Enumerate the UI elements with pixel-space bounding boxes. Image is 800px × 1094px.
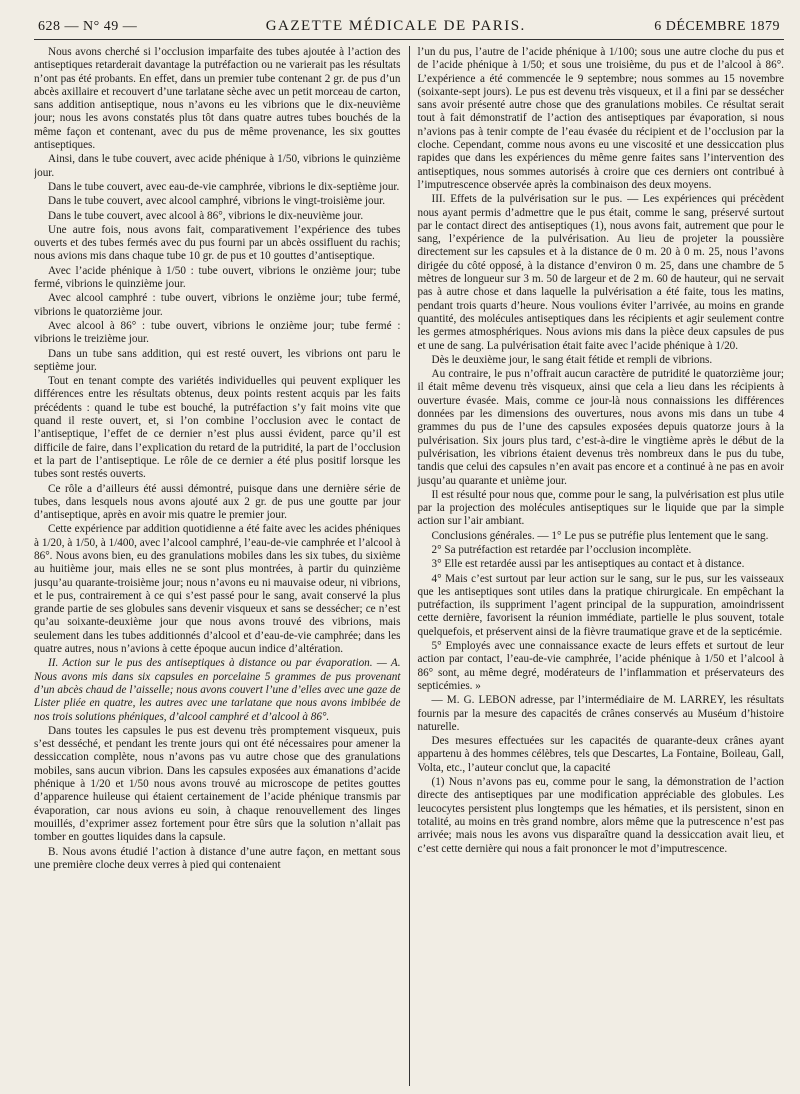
paragraph: 4° Mais c’est surtout par leur action sur le sang, sur le pus, sur les vaisseaux que les antiseptiques sont utiles dans la pratique chirurgicale. En empêchant la putréfaction, ils suppriment l’agent principal de la suppuration, amoindrissent cette dernière, favorisent la réunion immédiate, partielle le plus souvent, totale quelquefois, et préservent ainsi de la fièvre traumatique grave et de la septicémie. — [417, 572, 784, 638]
paragraph: 3° Elle est retardée aussi par les antiseptiques au contact et à distance. — [431, 558, 745, 571]
journal-title: GAZETTE MÉDICALE DE PARIS. — [265, 18, 526, 34]
paragraph: Dans le tube couvert, avec alcool à 86°, vibrions le dix-neuvième jour. — [48, 209, 364, 222]
paragraph: Dans le tube couvert, avec eau-de-vie camphrée, vibrions le dix-septième jour. — [48, 180, 400, 193]
paragraph: Dans le tube couvert, avec alcool camphré, vibrions le vingt-troisième jour. — [48, 195, 386, 208]
section-heading-paragraph: II. Action sur le pus des antiseptiques à distance ou par évaporation. — A. Nous avons mis dans six capsules en porcelaine 5 grammes de pus provenant d’un abcès chaud de l’aisselle; nous avons couvert l’une d’elles avec une gaze de Lister pliée en quatre, les autres avec une tarlatane que nous avons imbibée de nos trois solutions phéniques, d’alcool camphré et d’alcool à 86°. — [34, 657, 401, 723]
paragraph: Des mesures effectuées sur les capacités de quarante-deux crânes ayant appartenu à des hommes célèbres, tels que Descartes, La Fontaine, Boileau, Gall, Volta, etc., l’auteur conclut que, la capacité — [417, 735, 784, 774]
paragraph: B. Nous avons étudié l’action à distance d’une autre façon, en mettant sous une première cloche deux verres à pied qui contenaient — [34, 845, 401, 871]
right-column — [409, 46, 784, 1086]
paragraph: 2° Sa putréfaction est retardée par l’occlusion incomplète. — [431, 543, 692, 556]
paragraph: Tout en tenant compte des variétés individuelles qui peuvent expliquer les différences entre les résultats obtenus, deux points restent acquis par les faits précédents : quand le tube est bouché, la putréfaction s’y fait moins vite que quand il reste ouvert, et, si l’on combine l’occlusion avec le contact de l’antiseptique, l’effet de ce dernier n’est plus aussi évident, parce qu’il est difficile de faire, dans l’explication du retard de la putridité, la part de l’occlusion et la part de l’antiseptique. Le rôle de ce dernier a été plus positif lorsque les tubes sont restés ouverts. — [34, 375, 401, 481]
paragraph: 5° Employés avec une connaissance exacte de leurs effets et surtout de leur action par contact, l’eau-de-vie camphrée, l’acide phénique à 1/50 et l’alcool à 86° sont, au même degré, modérateurs de l’inflammation et préservateurs des septicémies. » — [417, 640, 784, 692]
paragraph: Au contraire, le pus n’offrait aucun caractère de putridité le quatorzième jour; il était même devenu très visqueux, ainsi que cela a lieu dans les récipients à ouverture évasée. Mais, comme ce jour-là nous connaissions les différences données par les dimensions des ouvertures, nous avons mis dans un tube 4 grammes du pus de l’une des capsules exposées depuis quatorze jours à la pulvérisation. Six jours plus tard, c’est-à-dire le vingtième après le début de la pulvérisation, les vibrions étaient devenus très nombreux dans le pus du tube, tandis que celui des capsules n’en avait pas encore et a continué à ne pas en avoir jusqu’au quarante et unième jour. — [417, 368, 784, 487]
conclusions-heading: Conclusions générales. — 1° Le pus se putréfie plus lentement que le sang. — [431, 529, 769, 542]
page-header — [34, 18, 784, 40]
paragraph: Avec alcool à 86° : tube ouvert, vibrions le onzième jour; tube fermé : vibrions le treizième jour. — [34, 319, 401, 346]
section-heading-paragraph: III. Effets de la pulvérisation sur le pus. — Les expériences qui précèdent nous ayant permis d’admettre que le pus était, comme le sang, préservé surtout par le contact direct des antiseptiques (1), nous avons fait, autrement que pour le sang, l’expérience de la pulvérisation. Au lieu de projeter la poussière directement sur les capsules et à la distance de 0 m. 20 à 0 m. 25, nous l’avons dirigée du côté opposé, à la distance d’environ 0 m. 25, dans une chambre de 5 mètres de longueur sur 3 m. 50 de largeur et de 2 m. 60 de hauteur, qui ne servait pas à autre chose et dans laquelle la pulvérisation a été faite, tous les matins, pendant trois quarts d’heure. Nous voulions éviter l’arrivée, au moins en grande quantité, des molécules antiseptiques dans les récipients et agir seulement contre les germes atmosphériques. Nous avions mis dans la pièce deux capsules de pus et une de sang. La pulvérisation était faite avec l’acide phénique à 1/20. — [417, 193, 784, 352]
paragraph: Dans un tube sans addition, qui est resté ouvert, les vibrions ont paru le septième jour. — [34, 347, 401, 373]
paragraph: Il est résulté pour nous que, comme pour le sang, la pulvérisation est plus utile par la projection des molécules antiseptiques sur le liquide que par la simple action sur l’air ambiant. — [417, 488, 784, 528]
footnote: (1) Nous n’avons pas eu, comme pour le sang, la démonstration de l’action directe des antiseptiques par une modification appréciable des globules. Les leucocytes persistent plus longtemps que les hématies, et ils persistent, sinon en totalité, au moins en très grand nombre, alors même que la putrescence n’est pas arrivée; mais nous les avons vus disparaître quand la dessiccation avait lieu, et c’est cette dernière qui nous a fait prononcer le mot d’imputrescence. — [417, 776, 784, 855]
paragraph: Avec l’acide phénique à 1/50 : tube ouvert, vibrions le onzième jour; tube fermé, vibrions le quinzième jour. — [34, 264, 401, 291]
text-columns — [34, 46, 784, 1086]
paragraph: Dans toutes les capsules le pus est devenu très promptement visqueux, puis s’est desséché, et pendant les trente jours qui ont été nécessaires pour amener la dessiccation complète, nous n’avons pas vu autre chose que des granulations mobiles, sans aucun vibrion. Dans les capsules exposées aux émanations d’acide phénique à 1/20 et 1/50 nous avons trouvé au microscope de petites gouttes d’apparence huileuse qui étaient certainement de l’acide phénique transmis par évaporation, car nous avions eu soin, à chaque renouvellement des linges mouillés, d’exprimer assez fortement pour être sûrs que la solution n’allait pas tomber en gouttes liquides dans la capsule. — [34, 724, 401, 844]
paragraph: — M. G. LEBON adresse, par l’intermédiaire de M. LARREY, les résultats fournis par la mesure des capacités de crânes conservés au Muséum d’histoire naturelle. — [417, 694, 784, 733]
issue-date: 6 DÉCEMBRE 1879 — [654, 19, 780, 34]
paragraph: Ainsi, dans le tube couvert, avec acide phénique à 1/50, vibrions le quinzième jour. — [34, 153, 401, 179]
paragraph: Cette expérience par addition quotidienne a été faite avec les acides phéniques à 1/20, à 1/50, à 1/400, avec l’alcool camphré, l’eau-de-vie camphrée et l’alcool à 86°. Nous avons bien, eu des granulations mobiles dans les six tubes, du sixième au huitième jour, mais elles ne se sont plus montrées, à partir du quinzième jusqu’au quarante-troisième jour; nous n’avons eu ni mauvaise odeur, ni vibrions, et le pus, contrairement à ce qui s’est passé pour le sang, avait conservé la plus grande partie de ses globules sans devenir visqueux et sans se dessécher; ce n’est qu’au soixante-deuxième jour que nous avons trouvé des vibrions, mais seulement dans les tubes additionnés d’alcool et d’eau-de-vie camphrée; dans les quatre autres, nous n’avions à cette époque aucun indice d’altération. — [34, 523, 401, 656]
paragraph: l’un du pus, l’autre de l’acide phénique à 1/100; sous une autre cloche du pus et de l’acide phénique à 1/50; et sous une troisième, du pus et de l’alcool à 86°. L’expérience a été commencée le 9 septembre; nous sommes au 15 novembre (soixante-sept jours). Le pus est devenu très visqueux, et il a fini par se dessécher sans avoir présenté autre chose que des granulations mobiles. Ce résultat serait tout à fait démonstratif de l’action des antiseptiques par évaporation, si nous n’avions pas à tenir compte de l’eau évasée du récipient et de l’occlusion par la cloche. Cependant, comme nous avons eu une viscosité et une dessiccation plus rapides que dans les expériences du même genre faites sans l’intervention des antiseptiques, nous sommes autorisés à croire que ces derniers ont contribué à l’imputrescence observée après la combinaison des deux moyens. — [417, 46, 784, 191]
left-column — [34, 46, 409, 1086]
paragraph: Nous avons cherché si l’occlusion imparfaite des tubes ajoutée à l’action des antiseptiques retarderait davantage la putréfaction ou ne varierait pas les résultats n’ont pas été probants. En effet, dans un premier tube contenant 2 gr. de pus d’un abcès axillaire et recouvert d’une tarlatane sèche avec un petit morceau de carton, sans addition antiseptique, nous n’avons eu les vibrions que le dix-neuvième jour; nous les avons constatés plus tôt dans quatre autres tubes bouchés de la même façon et contenant, avec du pus de même provenance, les six gouttes antiseptiques. — [34, 46, 401, 152]
page-number: 628 — N° 49 — — [38, 19, 138, 34]
paragraph: Ce rôle a d’ailleurs été aussi démontré, puisque dans une dernière série de tubes, dans lesquels nous avons ajouté aux 2 gr. de pus une goutte par jour d’antiseptique, après en avoir mis quatre le premier jour. — [34, 482, 401, 522]
paragraph: Une autre fois, nous avons fait, comparativement l’expérience des tubes ouverts et des tubes fermés avec du pus fourni par un abcès ossifluent du rachis; nous avions mis dans chaque tube 10 gr. de pus et 10 gouttes d’antiseptique. — [34, 223, 401, 263]
paragraph: Dès le deuxième jour, le sang était fétide et rempli de vibrions. — [431, 353, 713, 366]
paragraph: Avec alcool camphré : tube ouvert, vibrions le onzième jour; tube fermé, vibrions le quatorzième jour. — [34, 292, 401, 318]
